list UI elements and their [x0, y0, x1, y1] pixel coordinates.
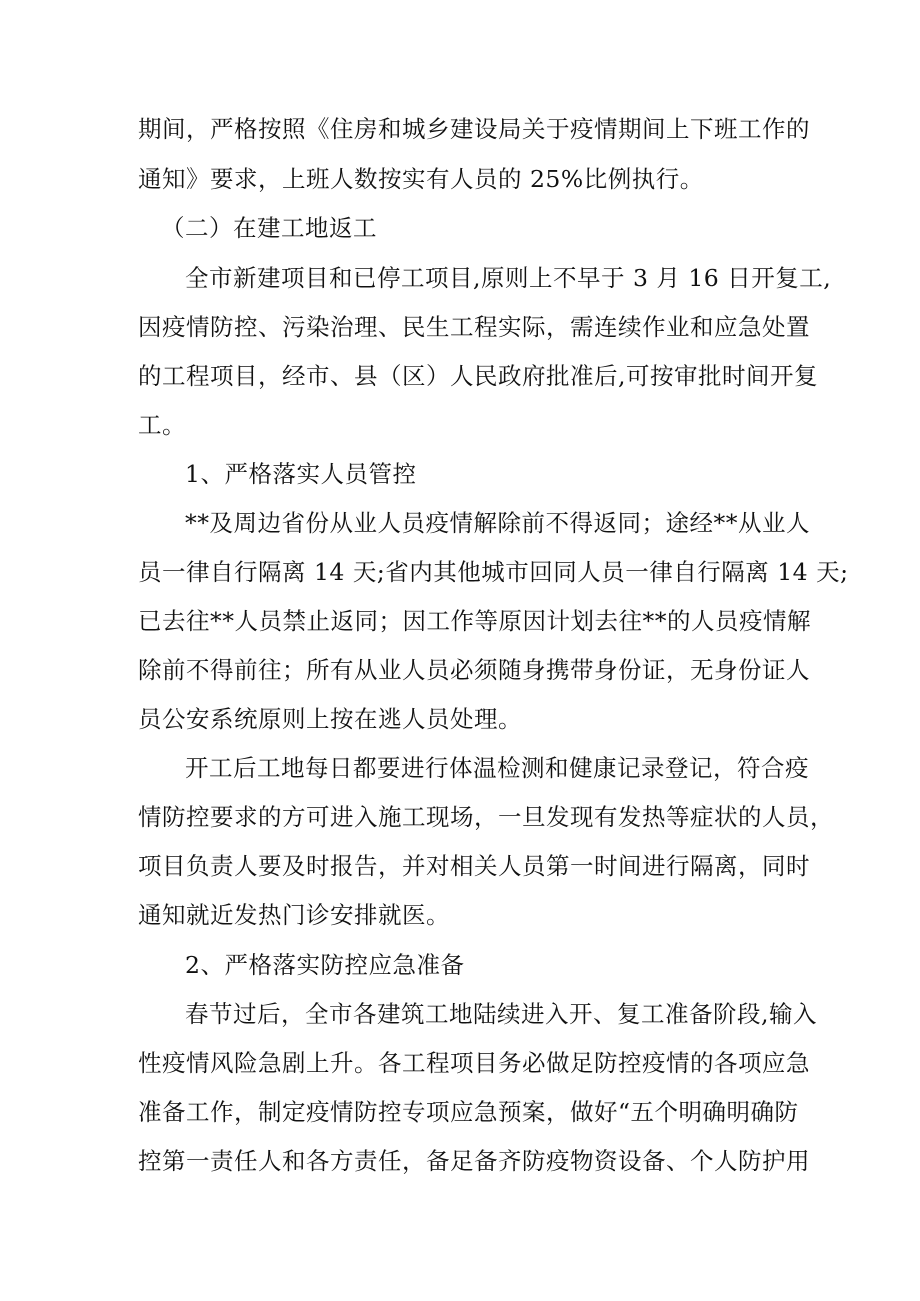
section-heading: （二）在建工地返工	[161, 214, 377, 242]
subsection-heading: 2、严格落实防控应急准备	[185, 951, 465, 979]
text-line: 全市新建项目和已停工项目,原则上不早于 3 月 16 日开复工,	[185, 264, 832, 292]
text-line: 性疫情风险急剧上升。各工程项目务必做足防控疫情的各项应急	[138, 1049, 810, 1077]
text-line: 因疫情防控、污染治理、民生工程实际，需连续作业和应急处置	[138, 313, 810, 341]
text-line: 除前不得前往；所有从业人员必须随身携带身份证，无身份证人	[138, 656, 810, 684]
text-line: 员一律自行隔离 14 天;省内其他城市回同人员一律自行隔离 14 天;	[138, 558, 849, 586]
text-line: 情防控要求的方可进入施工现场，一旦发现有发热等症状的人员，	[138, 803, 834, 831]
text-line: 春节过后，全市各建筑工地陆续进入开、复工准备阶段,输入	[185, 1000, 817, 1028]
text-line: 已去往**人员禁止返同；因工作等原因计划去往**的人员疫情解	[138, 607, 811, 635]
text-line: 准备工作，制定疫情防控专项应急预案，做好“五个明确明确防	[138, 1098, 799, 1126]
text-line: 员公安系统原则上按在逃人员处理。	[138, 705, 522, 733]
text-line: 通知就近发热门诊安排就医。	[138, 901, 450, 929]
text-line: 开工后工地每日都要进行体温检测和健康记录登记，符合疫	[185, 754, 809, 782]
text-line: 通知》要求，上班人数按实有人员的 25%比例执行。	[138, 165, 704, 193]
text-line: **及周边省份从业人员疫情解除前不得返同；途经**从业人	[185, 509, 810, 537]
text-line: 控第一责任人和各方责任，备足备齐防疫物资设备、个人防护用	[138, 1147, 810, 1175]
subsection-heading: 1、严格落实人员管控	[185, 460, 417, 488]
text-line: 工。	[138, 411, 186, 439]
text-line: 的工程项目，经市、县（区）人民政府批准后,可按审批时间开复	[138, 362, 818, 390]
text-line: 项目负责人要及时报告，并对相关人员第一时间进行隔离，同时	[138, 852, 810, 880]
text-line: 期间，严格按照《住房和城乡建设局关于疫情期间上下班工作的	[138, 115, 810, 143]
